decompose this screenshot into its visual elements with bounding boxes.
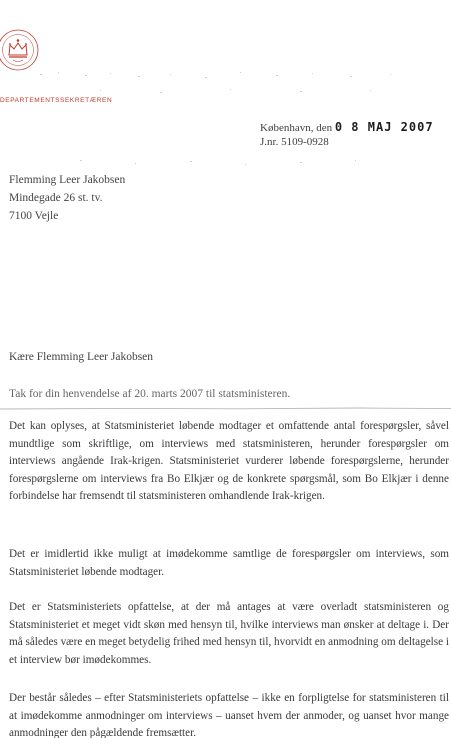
salutation: Kære Flemming Leer Jakobsen	[9, 351, 154, 363]
body-paragraph: Det kan oplyses, at Statsministeriet løbende modtager et omfattende antal forespørgsler, såvel mundtlige som skriftlige, om interviews med statsministeren, herunder forespørgsler om interviews angående Irak-krigen. Statsministeriet vurderer løbende forespørgslerne, herunder forespørgslerne om interviews fra Bo Elkjær og de konkrete spørgsmål, som Bo Elkjær i denne forbindelse har fremsendt til statsministeren omhandlende Irak-krigen.	[9, 420, 449, 502]
scan-noise	[40, 68, 440, 168]
thanks-line: Tak for din henvendelse af 20. marts 2007 til statsministeren.	[9, 388, 291, 400]
date-stamp: 0 8 MAJ 2007	[334, 120, 434, 134]
recipient-name: Flemming Leer Jakobsen	[9, 174, 126, 186]
scan-fold-line	[0, 406, 451, 411]
body-paragraph: Det er Statsministeriets opfattelse, at der må antages at være overladt statsministeren og Statsministeriet et meget vidt skøn med hensyn til, hvilke interviews man ønsker at deltage i. Der må således være en meget betydelig frihed med hensyn til, hvorvidt en anmodning om deltagelse i et interview bør imødekommes.	[9, 601, 449, 666]
recipient-street: Mindegade 26 st. tv.	[9, 192, 103, 204]
royal-crown-seal-icon	[0, 28, 40, 72]
department-name: DEPARTEMENTSSEKRETÆREN	[0, 97, 113, 104]
date-place: København, den	[260, 122, 333, 134]
body-paragraph: Der består således – efter Statsministeriets opfattelse – ikke en forpligtelse for statsministeren til at imødekomme anmodninger om interviews – uanset hvem der anmoder, og uanset hvor mange anmodninger den pågældende fremsætter.	[9, 692, 449, 738]
recipient-address	[9, 171, 125, 225]
recipient-city: 7100 Vejle	[9, 210, 59, 222]
body-paragraph: Det er imidlertid ikke muligt at imødekomme samtlige de forespørgsler om interviews, som Statsministeriet løbende modtager.	[9, 548, 449, 578]
dateline	[260, 120, 434, 149]
journal-number: J.nr. 5109-0928	[260, 136, 329, 148]
